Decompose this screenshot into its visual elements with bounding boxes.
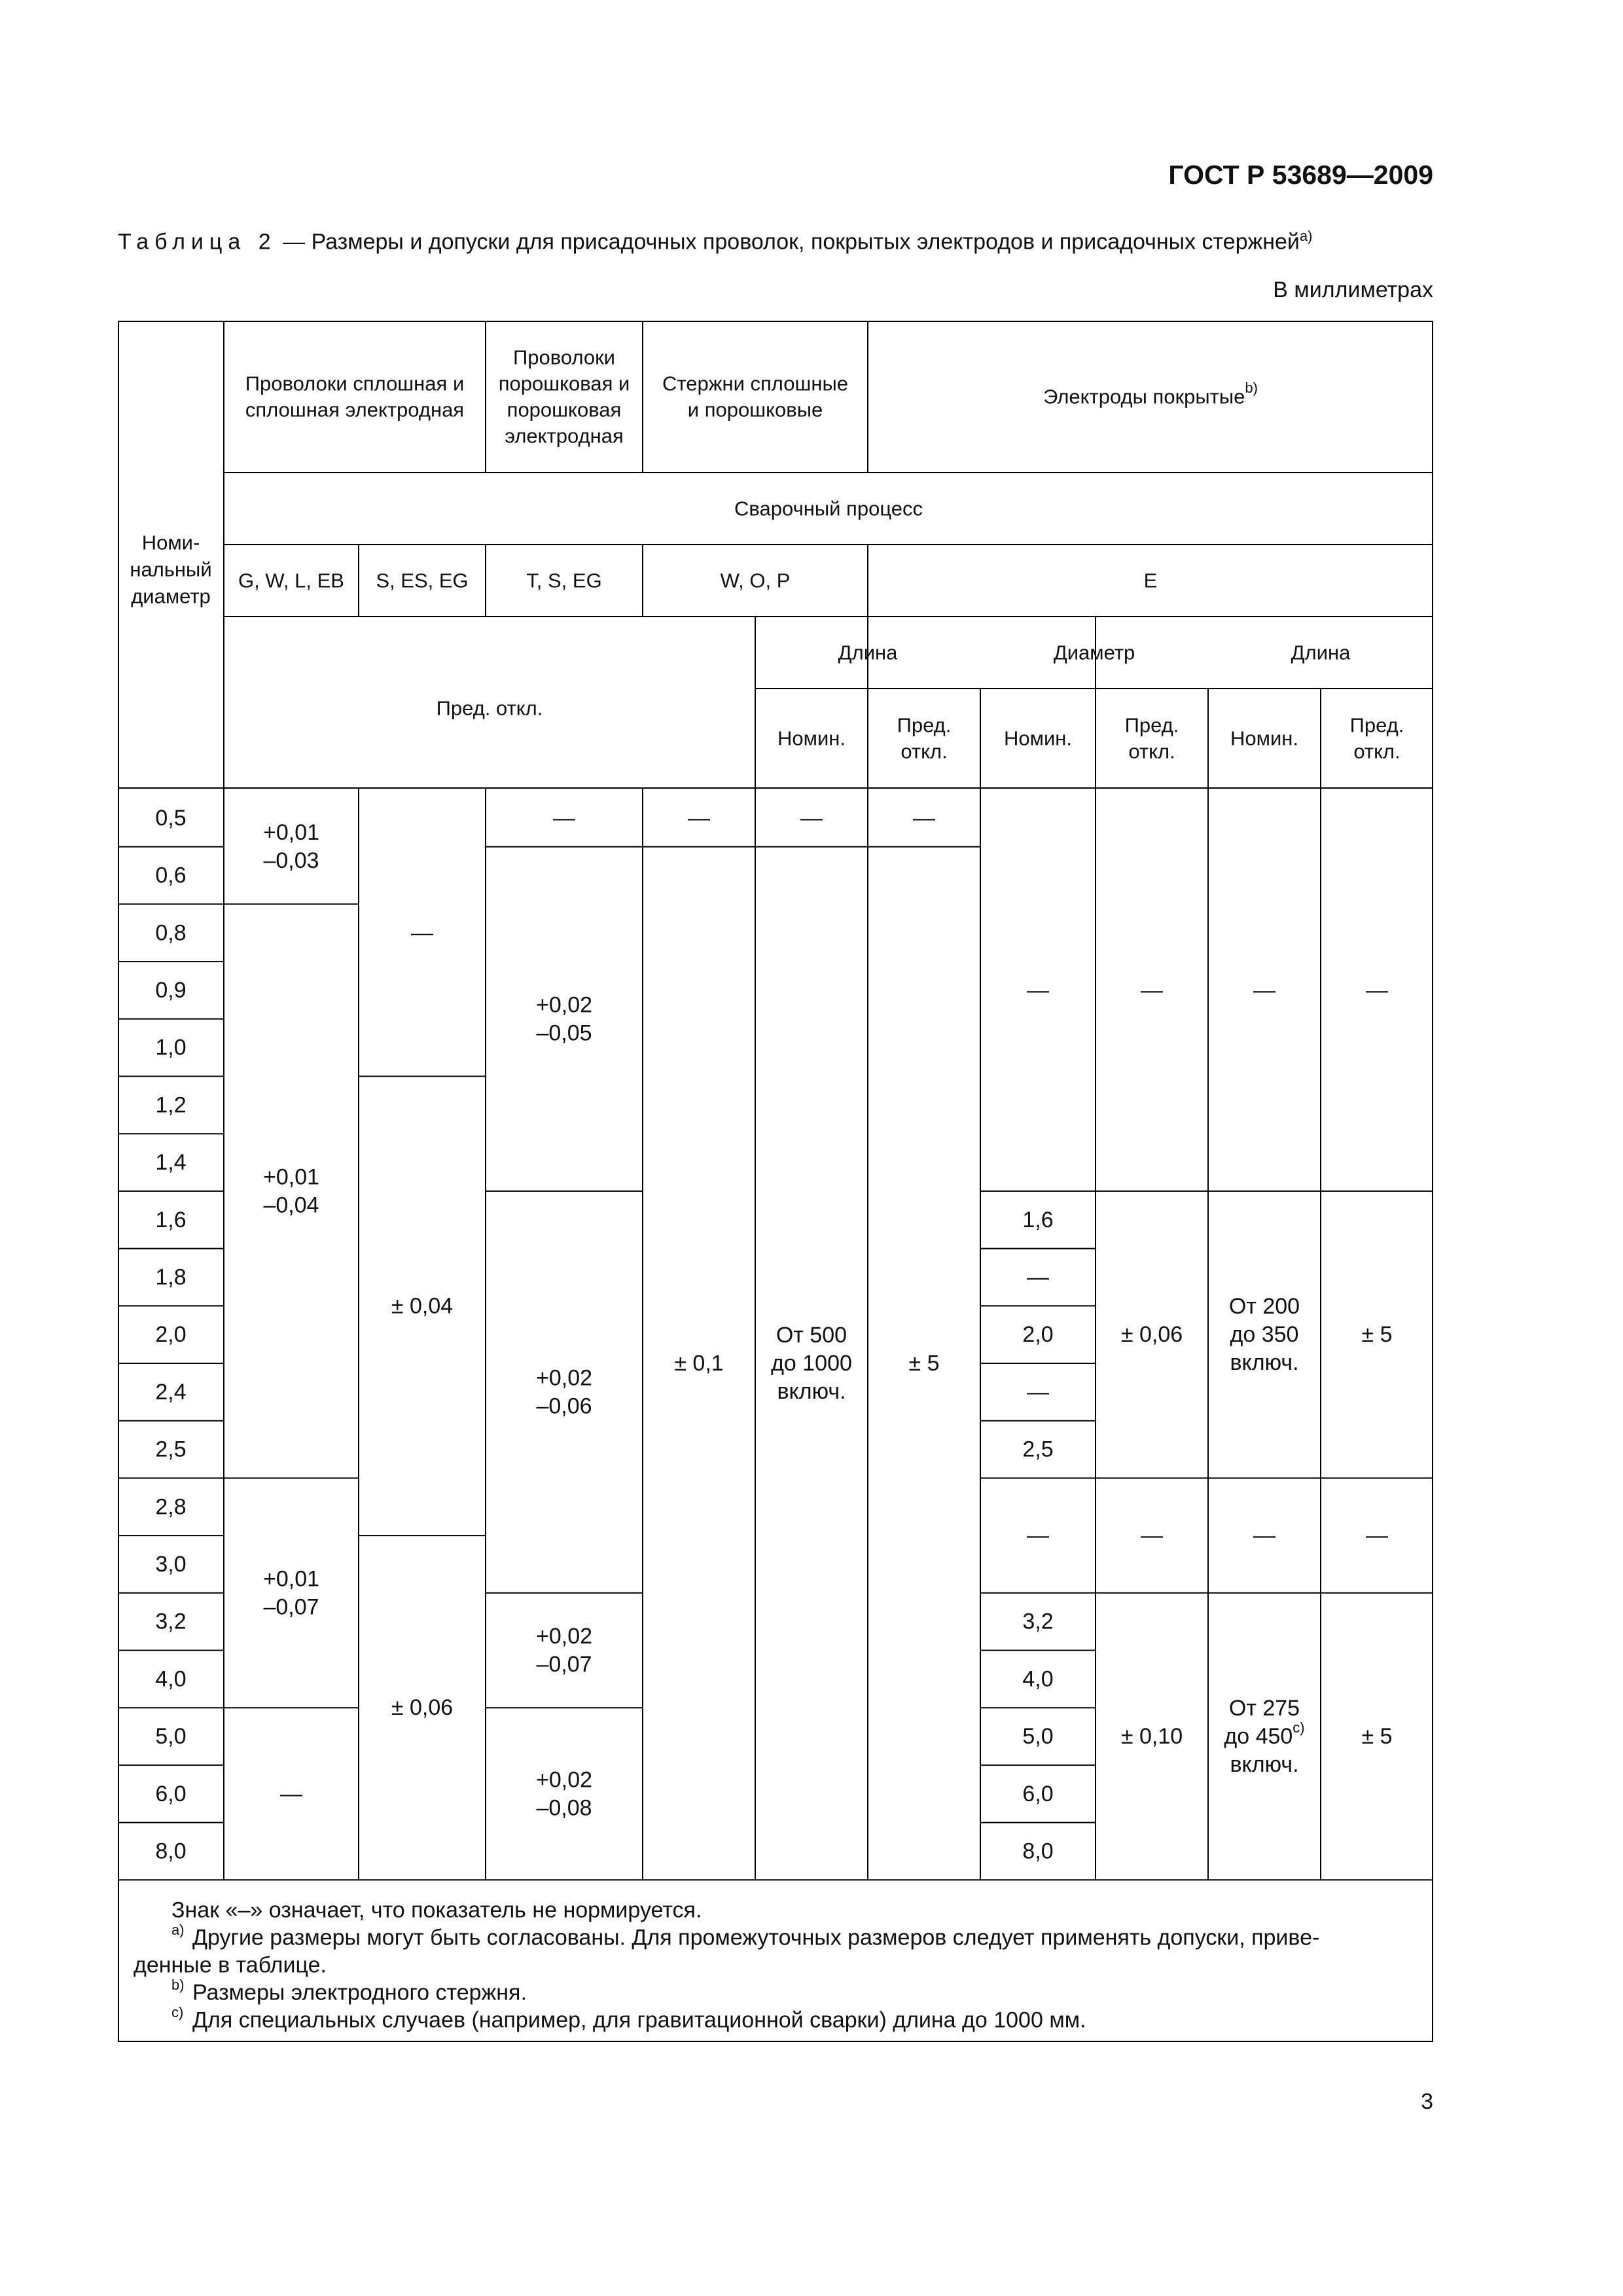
flux-wire-tolerance: +0,02 [535,1624,593,1649]
note-text: Размеры электродного стержня. [192,1980,527,2005]
table-label: Таблица 2 [118,229,277,255]
flux-cored-wire-header: порошковая и [498,372,630,395]
footnote-ref: b) [171,1976,185,1993]
table-caption-dash: — [276,229,312,255]
diameter-header: Диаметр [1053,641,1135,664]
nominal-diameter-value: 2,5 [155,1437,187,1462]
not-specified-dash: — [411,920,433,946]
note-text: Другие размеры могут быть согласованы. Для промежуточных размеров следует применять допуски, приве- [192,1925,1320,1950]
flux-wire-tolerance: –0,05 [536,1020,592,1046]
not-specified-dash: — [1027,977,1049,1003]
rods-header: Стержни сплошные [662,372,848,395]
rod-length-nominal: включ. [777,1379,846,1404]
tolerance-subheader: Пред. [1349,713,1404,737]
electrode-wire-tolerance: ± 0,04 [391,1293,454,1319]
note-text: денные в таблице. [134,1952,327,1978]
footnote-ref: c) [171,2003,184,2020]
nominal-header: Номин. [777,726,846,750]
nominal-header: Номин. [1004,726,1072,750]
note-text: Знак «–» означает, что показатель не нормируется. [171,1897,702,1923]
nominal-diameter-value: 8,0 [155,1839,187,1864]
tolerance-subheader: откл. [1128,740,1175,763]
not-specified-dash: — [553,805,575,831]
electrode-diameter-nominal: 2,5 [1022,1437,1054,1462]
electrode-diameter-nominal: 2,0 [1022,1322,1054,1348]
electrode-length-nominal: включ. [1230,1350,1299,1376]
nominal-diameter-value: 0,9 [155,977,187,1003]
process-code: E [1143,569,1158,592]
electrode-length-nominal: включ. [1230,1752,1299,1778]
electrode-diameter-nominal: 6,0 [1022,1781,1054,1806]
electrode-diameter-tolerance: ± 0,06 [1120,1322,1183,1348]
electrode-length-nominal: до 350 [1230,1322,1299,1348]
footnote-ref: b) [1245,379,1258,396]
flux-cored-wire-header: порошковая [507,398,622,422]
nominal-diameter-value: 1,8 [155,1265,187,1290]
flux-wire-tolerance: +0,02 [535,1767,593,1793]
solid-wire-header: Проволоки сплошная и [245,372,465,395]
nominal-diameter-value: 0,8 [155,920,187,946]
nominal-diameter-value: 1,2 [155,1092,187,1118]
electrode-diameter-nominal: 5,0 [1022,1724,1054,1749]
tolerance-subheader: откл. [901,740,948,763]
process-code: S, ES, EG [376,569,469,592]
electrode-diameter-nominal: 4,0 [1022,1666,1054,1692]
nominal-diameter-value: 2,0 [155,1322,187,1348]
solid-wire-tolerance: +0,01 [262,1566,320,1592]
electrode-diameter-nominal: 1,6 [1022,1207,1054,1232]
electrode-wire-tolerance: ± 0,06 [391,1695,454,1721]
table-text [130,346,1404,2033]
not-specified-dash: — [1366,1523,1388,1549]
rods-header: и порошковые [687,398,823,422]
flux-wire-tolerance: –0,07 [536,1652,592,1677]
table-title: Размеры и допуски для присадочных проволок, покрытых электродов и присадочных стержней [311,229,1300,255]
not-specified-dash: — [280,1781,302,1806]
welding-process-header: Сварочный процесс [734,497,923,520]
electrode-length-nominal: От 200 [1228,1294,1300,1319]
not-specified-dash: — [1027,1265,1049,1290]
not-specified-dash: — [1253,977,1275,1003]
not-specified-dash: — [913,805,935,831]
solid-wire-tolerance: –0,04 [263,1193,319,1218]
flux-wire-tolerance: +0,02 [535,992,593,1018]
nominal-diameter-value: 4,0 [155,1666,187,1692]
nominal-diameter-value: 1,0 [155,1035,187,1060]
flux-cored-wire-header: Проволоки [513,346,615,369]
not-specified-dash: — [1027,1523,1049,1549]
not-specified-dash: — [1141,977,1163,1003]
table-caption [118,228,1312,255]
rod-diameter-tolerance: ± 0,1 [674,1351,724,1376]
nominal-diameter-value: 0,6 [155,863,187,888]
rod-length-tolerance: ± 5 [908,1351,940,1376]
electrode-length-tolerance: ± 5 [1361,1724,1393,1749]
page-number: 3 [1421,2089,1433,2114]
solid-wire-tolerance: –0,03 [263,848,319,874]
nominal-diameter-value: 2,4 [155,1379,187,1405]
not-specified-dash: — [1366,977,1388,1003]
process-code: W, O, P [720,569,791,592]
solid-wire-header: сплошная электродная [245,398,465,422]
length-header: Длина [1291,641,1351,664]
length-header: Длина [838,641,898,664]
nominal-diameter-value: 1,6 [155,1207,187,1232]
process-code: G, W, L, EB [238,569,344,592]
electrode-length-nominal: до 450$^{c)}$ [1224,1719,1305,1749]
tolerance-header: Пред. откл. [436,696,543,720]
tolerance-subheader: Пред. [897,713,952,737]
solid-wire-tolerance: –0,07 [263,1594,319,1620]
coated-electrodes-header: Электроды покрытые$^{b)}$ [1043,379,1258,408]
nominal-header: Номин. [1230,726,1298,750]
process-code: T, S, EG [526,569,602,592]
standard-number: ГОСТ Р 53689—2009 [1168,160,1433,190]
flux-wire-tolerance: +0,02 [535,1365,593,1391]
electrode-length-tolerance: ± 5 [1361,1322,1393,1348]
nominal-diameter-value: 1,4 [155,1150,187,1175]
flux-wire-tolerance: –0,06 [536,1393,592,1419]
table-title-footnote-ref: a) [1299,228,1313,244]
units-label: В миллиметрах [1273,278,1433,302]
flux-cored-wire-header: электродная [505,424,624,448]
nominal-diameter-value: 6,0 [155,1781,187,1806]
not-specified-dash: — [800,805,823,831]
not-specified-dash: — [688,805,710,831]
nominal-diameter-header: нальный [130,558,212,581]
nominal-diameter-value: 3,2 [155,1609,187,1634]
dimensions-table [118,321,1433,2042]
footnote-ref: c) [1293,1719,1305,1736]
flux-wire-tolerance: –0,08 [536,1795,592,1821]
nominal-diameter-value: 2,8 [155,1494,187,1520]
not-specified-dash: — [1141,1523,1163,1549]
not-specified-dash: — [1253,1523,1275,1549]
electrode-diameter-tolerance: ± 0,10 [1120,1724,1183,1749]
nominal-diameter-value: 3,0 [155,1551,187,1577]
electrode-diameter-nominal: 3,2 [1022,1609,1054,1634]
not-specified-dash: — [1027,1379,1049,1405]
nominal-diameter-value: 5,0 [155,1724,187,1749]
electrode-length-nominal: От 275 [1228,1696,1300,1721]
nominal-diameter-header: диаметр [131,584,211,608]
rod-length-nominal: От 500 [776,1323,847,1348]
electrode-diameter-nominal: 8,0 [1022,1839,1054,1864]
solid-wire-tolerance: +0,01 [262,1164,320,1190]
rod-length-nominal: до 1000 [771,1351,852,1376]
nominal-diameter-value: 0,5 [155,805,187,831]
solid-wire-tolerance: +0,01 [262,820,320,846]
note-text: Для специальных случаев (например, для гравитационной сварки) длина до 1000 мм. [192,2007,1086,2033]
footnote-ref: a) [171,1921,185,1938]
nominal-diameter-header: Номи- [141,531,200,554]
tolerance-subheader: откл. [1353,740,1400,763]
tolerance-subheader: Пред. [1124,713,1179,737]
